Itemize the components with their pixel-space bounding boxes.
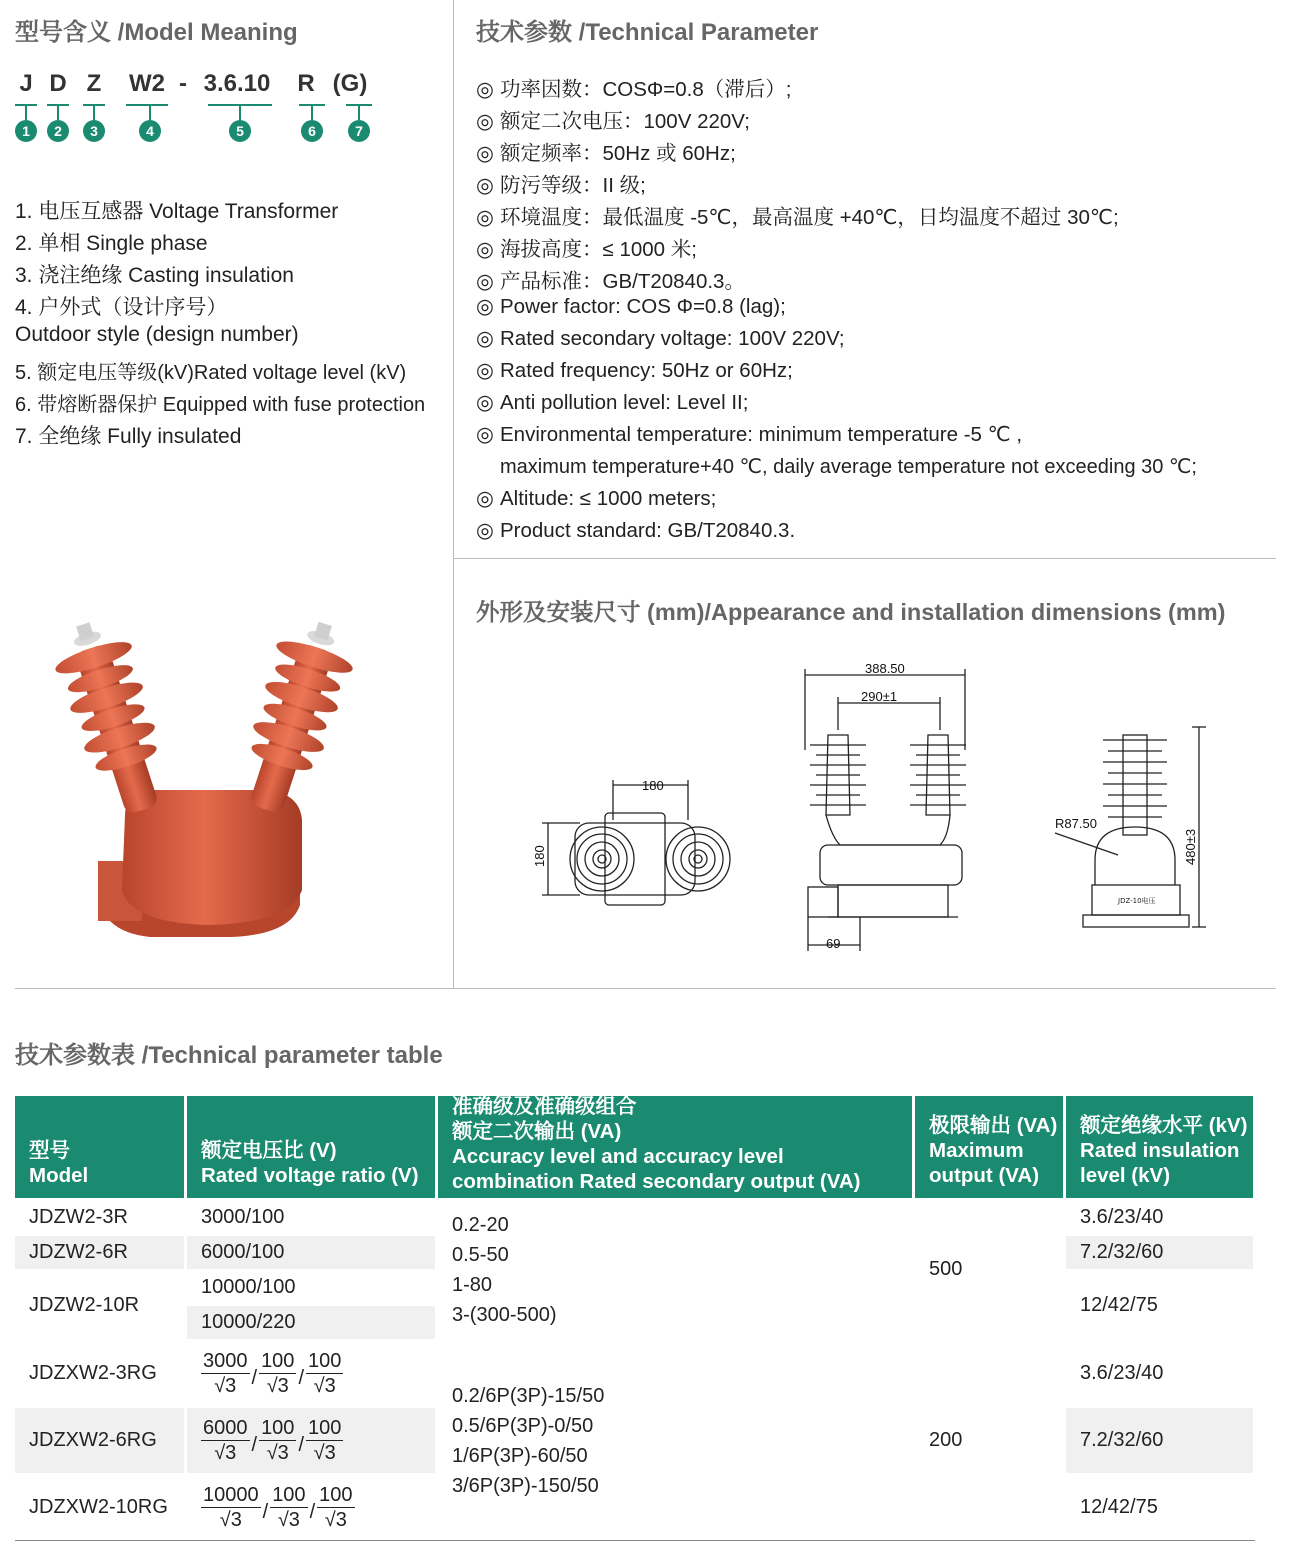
product-photo bbox=[30, 605, 370, 950]
technical-parameter-title: 技术参数 /Technical Parameter bbox=[476, 19, 819, 46]
code-number-7: 7 bbox=[348, 120, 370, 142]
code-number-3: 3 bbox=[83, 120, 105, 142]
bullet-icon: ◎ bbox=[476, 238, 494, 261]
meaning-item: 6. 带熔断器保护 Equipped with fuse protection bbox=[15, 394, 426, 416]
code-dash: - bbox=[179, 70, 187, 97]
model-meaning-title: 型号含义 /Model Meaning bbox=[15, 19, 298, 46]
tech-item: ◎ Altitude: ≤ 1000 meters; bbox=[476, 487, 717, 510]
table-cell-ratio: 10000/220 bbox=[187, 1306, 435, 1339]
table-cell-model: JDZXW2-3RG bbox=[29, 1362, 157, 1384]
dim-side-radius: R87.50 bbox=[1055, 816, 1097, 831]
table-cell-ratio: 3000/100 bbox=[201, 1205, 285, 1228]
bullet-icon: ◎ bbox=[476, 519, 494, 542]
bullet-icon: ◎ bbox=[476, 423, 494, 446]
section-divider bbox=[15, 988, 1276, 989]
dim-top-height: 180 bbox=[532, 845, 547, 867]
tech-item: ◎ 额定频率：50Hz 或 60Hz; bbox=[476, 142, 736, 165]
meaning-item: 5. 额定电压等级(kV)Rated voltage level (kV) bbox=[15, 362, 407, 384]
table-cell-max-output: 200 bbox=[929, 1429, 963, 1451]
tech-item-continued: maximum temperature+40 ℃, daily average temperature not exceeding 30 ℃; bbox=[500, 456, 1197, 478]
code-number-1: 1 bbox=[15, 120, 37, 142]
meaning-item: 1. 电压互感器 Voltage Transformer bbox=[15, 200, 339, 223]
table-cell-ratio-fraction: $\frac{6000}{√3}$ / $\frac{100}{√3}$ / $\frac{100}{√3}$ bbox=[187, 1408, 435, 1473]
bullet-icon: ◎ bbox=[476, 142, 494, 165]
header-max-output: 极限输出 (VA) Maximum output (VA) bbox=[915, 1096, 1063, 1198]
table-cell-insulation: 3.6/23/40 bbox=[1080, 1362, 1164, 1384]
table-cell-insulation: 7.2/32/60 bbox=[1066, 1408, 1253, 1473]
table-cell-ratio-fraction: $\frac{3000}{√3}$ / $\frac{100}{√3}$ / $\frac{100}{√3}$ bbox=[203, 1350, 342, 1397]
header-voltage-ratio: 额定电压比 (V) Rated voltage ratio (V) bbox=[187, 1096, 435, 1198]
dimensions-title: 外形及安装尺寸 (mm)/Appearance and installation dimensions (mm) bbox=[476, 599, 1226, 625]
tech-item: ◎ Product standard: GB/T20840.3. bbox=[476, 519, 796, 542]
code-number-2: 2 bbox=[47, 120, 69, 142]
table-cell-ratio: 6000/100 bbox=[187, 1236, 435, 1269]
table-cell-accuracy: 0.2-20 0.5-50 1-80 3-(300-500) bbox=[452, 1213, 557, 1326]
dimension-drawings bbox=[520, 655, 1240, 965]
code-z: Z bbox=[86, 70, 102, 97]
meaning-item: 4. 户外式（设计序号） bbox=[15, 296, 228, 319]
bullet-icon: ◎ bbox=[476, 391, 494, 414]
code-r: R bbox=[297, 70, 315, 97]
code-number-4: 4 bbox=[139, 120, 161, 142]
code-w2: W2 bbox=[129, 70, 165, 97]
table-cell-insulation: 12/42/75 bbox=[1080, 1496, 1158, 1518]
meaning-item: 3. 浇注绝缘 Casting insulation bbox=[15, 264, 294, 287]
tech-item: ◎ Environmental temperature: minimum temperature -5 ℃ , bbox=[476, 423, 1023, 446]
front-view-drawing bbox=[805, 669, 966, 951]
column-divider bbox=[453, 0, 454, 988]
table-cell-ratio: 10000/100 bbox=[201, 1276, 296, 1298]
dim-top-width: 180 bbox=[642, 778, 664, 793]
table-cell-insulation: 12/42/75 bbox=[1080, 1293, 1158, 1316]
meaning-item: Outdoor style (design number) bbox=[15, 323, 299, 346]
top-view-drawing bbox=[542, 780, 730, 905]
table-cell-model: JDZXW2-6RG bbox=[15, 1408, 184, 1473]
code-number-6: 6 bbox=[301, 120, 323, 142]
table-cell-accuracy: 0.2/6P(3P)-15/50 0.5/6P(3P)-0/50 1/6P(3P)-60/50 3/6P(3P)-150/50 bbox=[452, 1384, 605, 1497]
bullet-icon: ◎ bbox=[476, 487, 494, 510]
meaning-item: 2. 单相 Single phase bbox=[15, 232, 208, 255]
dim-front-overall: 388.50 bbox=[865, 661, 905, 676]
tech-item: ◎ 产品标准：GB/T20840.3。 bbox=[476, 270, 745, 293]
tech-item: ◎ 防污等级：II 级; bbox=[476, 174, 646, 197]
table-bottom-line bbox=[15, 1540, 1255, 1541]
table-cell-model: JDZW2-6R bbox=[15, 1236, 184, 1269]
table-cell-model: JDZW2-3R bbox=[29, 1205, 128, 1228]
bullet-icon: ◎ bbox=[476, 78, 494, 101]
meaning-item: 7. 全绝缘 Fully insulated bbox=[15, 425, 242, 448]
tech-item: ◎ 额定二次电压：100V 220V; bbox=[476, 110, 750, 133]
code-voltage: 3.6.10 bbox=[203, 70, 271, 97]
code-j: J bbox=[19, 70, 33, 97]
dim-front-bottom: 69 bbox=[826, 936, 841, 951]
nameplate-label: JDZ-10电压 bbox=[1118, 897, 1156, 905]
tech-item: ◎ Rated secondary voltage: 100V 220V; bbox=[476, 327, 845, 350]
header-insulation: 额定绝缘水平 (kV) Rated insulation level (kV) bbox=[1066, 1096, 1253, 1198]
tech-item: ◎ Rated frequency: 50Hz or 60Hz; bbox=[476, 359, 793, 382]
bullet-icon: ◎ bbox=[476, 327, 494, 350]
code-g: (G) bbox=[332, 70, 368, 97]
tech-item: ◎ 功率因数：COSΦ=0.8（滞后）; bbox=[476, 78, 792, 101]
table-cell-max-output: 500 bbox=[929, 1258, 963, 1280]
code-number-5: 5 bbox=[229, 120, 251, 142]
table-title: 技术参数表 /Technical parameter table bbox=[15, 1042, 443, 1069]
dim-side-height: 480±3 bbox=[1183, 828, 1198, 865]
tech-item: ◎ Power factor: COS Φ=0.8 (lag); bbox=[476, 295, 786, 318]
tech-item: ◎ 海拔高度：≤ 1000 米; bbox=[476, 238, 697, 261]
bullet-icon: ◎ bbox=[476, 206, 494, 229]
table-cell-model: JDZW2-10R bbox=[29, 1293, 140, 1316]
table-cell-insulation: 7.2/32/60 bbox=[1066, 1236, 1253, 1269]
tech-divider bbox=[453, 558, 1276, 559]
table-cell-insulation: 3.6/23/40 bbox=[1080, 1205, 1164, 1228]
tech-item: ◎ Anti pollution level: Level II; bbox=[476, 391, 749, 414]
tech-item: ◎ 环境温度：最低温度 -5℃，最高温度 +40℃，日均温度不超过 30℃; bbox=[476, 206, 1119, 229]
table-cell-model: JDZXW2-10RG bbox=[29, 1496, 168, 1518]
bullet-icon: ◎ bbox=[476, 270, 494, 293]
code-d: D bbox=[49, 70, 67, 97]
header-accuracy: 准确级及准确级组合 额定二次输出 (VA) Accuracy level and accuracy level combination Rated secondary output (VA) bbox=[438, 1096, 912, 1198]
dim-front-center: 290±1 bbox=[861, 689, 898, 704]
bullet-icon: ◎ bbox=[476, 174, 494, 197]
table-cell-ratio-fraction: $\frac{10000}{√3}$ / $\frac{100}{√3}$ / $\frac{100}{√3}$ bbox=[203, 1484, 353, 1531]
bullet-icon: ◎ bbox=[476, 295, 494, 318]
header-model: 型号 Model bbox=[15, 1096, 184, 1198]
bullet-icon: ◎ bbox=[476, 110, 494, 133]
bullet-icon: ◎ bbox=[476, 359, 494, 382]
